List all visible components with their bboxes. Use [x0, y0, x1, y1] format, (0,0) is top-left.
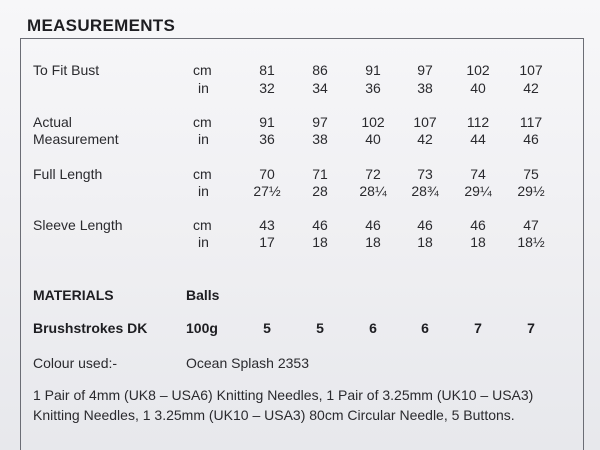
size-value-in: 18 [365, 234, 381, 250]
size-value-in: 40 [365, 131, 381, 147]
size-value-cm: 86 [312, 62, 328, 78]
balls-count: 5 [316, 320, 324, 336]
size-value-cm: 91 [365, 62, 381, 78]
balls-count: 6 [369, 320, 377, 336]
row-label: To Fit Bust [33, 62, 100, 78]
size-value-cm: 71 [312, 166, 328, 182]
size-value-in: 18 [470, 234, 486, 250]
size-value-in: 40 [470, 80, 486, 96]
size-value-in: 27½ [253, 183, 281, 199]
row-label: Actual [33, 114, 72, 130]
size-value-in: 38 [417, 80, 433, 96]
size-value-in: 29¼ [464, 183, 492, 199]
row-label: Full Length [33, 166, 103, 182]
size-value-in: 17 [259, 234, 275, 250]
size-value-in: 36 [259, 131, 275, 147]
row-label: Measurement [33, 131, 119, 147]
measurements-heading: MEASUREMENTS [27, 16, 176, 35]
size-value-cm: 102 [361, 114, 385, 130]
size-value-in: 46 [523, 131, 539, 147]
size-value-in: 42 [417, 131, 433, 147]
size-value-cm: 43 [259, 217, 275, 233]
size-value-in: 36 [365, 80, 381, 96]
size-value-in: 18 [312, 234, 328, 250]
unit-label: cm [193, 62, 212, 78]
unit-label: in [198, 80, 209, 96]
size-value-cm: 74 [470, 166, 486, 182]
size-value-cm: 46 [470, 217, 486, 233]
size-value-cm: 73 [417, 166, 433, 182]
size-value-cm: 70 [259, 166, 275, 182]
size-value-cm: 47 [523, 217, 539, 233]
balls-count: 6 [421, 320, 429, 336]
size-value-in: 42 [523, 80, 539, 96]
size-value-cm: 81 [259, 62, 275, 78]
size-value-cm: 46 [417, 217, 433, 233]
size-value-cm: 97 [417, 62, 433, 78]
notes-line-1: 1 Pair of 4mm (UK8 – USA6) Knitting Needles, 1 Pair of 3.25mm (UK10 – USA3) [33, 387, 534, 403]
notes-line-2: Knitting Needles, 1 3.25mm (UK10 – USA3) 80cm Circular Needle, 5 Buttons. [33, 407, 515, 423]
size-value-in: 28¾ [411, 183, 439, 199]
size-value-in: 32 [259, 80, 275, 96]
unit-label: in [198, 234, 209, 250]
size-value-cm: 72 [365, 166, 381, 182]
unit-label: cm [193, 114, 212, 130]
balls-count: 7 [474, 320, 482, 336]
size-value-cm: 46 [312, 217, 328, 233]
row-label: Sleeve Length [33, 217, 123, 233]
balls-count: 7 [527, 320, 535, 336]
size-value-in: 18½ [517, 234, 545, 250]
size-value-in: 28¼ [359, 183, 387, 199]
size-value-cm: 117 [519, 114, 543, 130]
size-value-in: 29½ [517, 183, 545, 199]
unit-label: cm [193, 217, 212, 233]
size-value-cm: 75 [523, 166, 539, 182]
size-value-cm: 46 [365, 217, 381, 233]
size-value-cm: 112 [466, 114, 490, 130]
balls-count: 5 [263, 320, 271, 336]
unit-label: in [198, 131, 209, 147]
size-value-cm: 107 [413, 114, 437, 130]
unit-label: in [198, 183, 209, 199]
size-value-cm: 102 [466, 62, 490, 78]
size-value-in: 34 [312, 80, 328, 96]
unit-label: cm [193, 166, 212, 182]
colour-label: Colour used:- [33, 355, 118, 371]
size-value-in: 18 [417, 234, 433, 250]
size-value-in: 38 [312, 131, 328, 147]
size-value-cm: 91 [259, 114, 275, 130]
yarn-weight: 100g [186, 320, 218, 336]
colour-value: Ocean Splash 2353 [186, 355, 309, 371]
balls-heading: Balls [186, 287, 220, 303]
materials-heading: MATERIALS [33, 287, 114, 303]
yarn-name: Brushstrokes DK [33, 320, 148, 336]
size-value-in: 44 [470, 131, 486, 147]
size-value-cm: 97 [312, 114, 328, 130]
size-value-in: 28 [312, 183, 328, 199]
size-value-cm: 107 [519, 62, 543, 78]
